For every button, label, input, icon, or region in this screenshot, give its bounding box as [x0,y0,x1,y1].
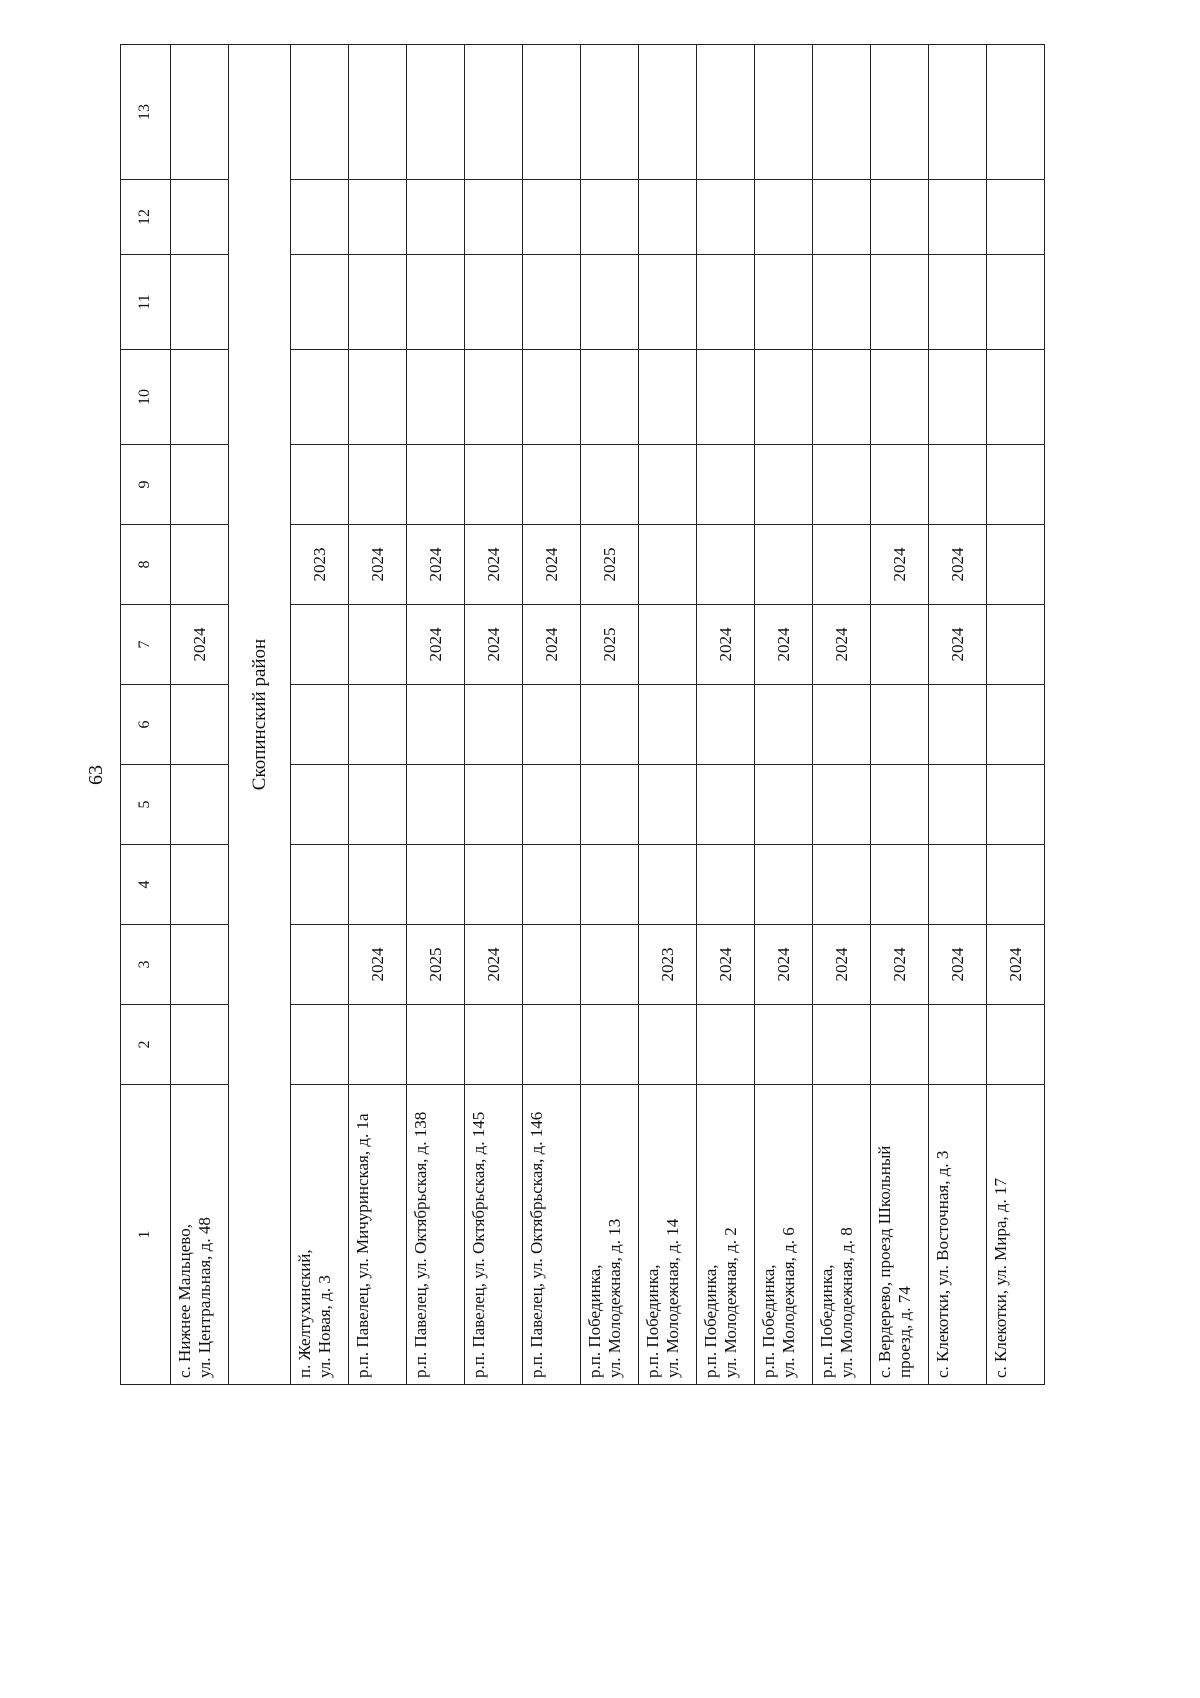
year-cell-col-2 [639,1005,697,1085]
year-cell-col-7 [291,605,349,685]
year-cell-col-12 [407,180,465,255]
year-cell-col-3: 2025 [407,925,465,1005]
year-cell-col-8: 2024 [929,525,987,605]
year-cell-col-7: 2024 [523,605,581,685]
year-cell-col-9 [929,445,987,525]
year-cell-col-12 [929,180,987,255]
year-cell-col-9 [755,445,813,525]
year-cell-col-3: 2024 [813,925,871,1005]
address-cell: с. Вердерево, проезд Школьный проезд, д. 74 [871,1085,929,1385]
year-cell-col-5 [813,765,871,845]
year-cell-col-9 [171,445,229,525]
year-cell-col-13 [349,45,407,180]
year-cell-col-5 [407,765,465,845]
year-cell-col-2 [755,1005,813,1085]
year-cell-col-8: 2024 [407,525,465,605]
address-cell: р.п. Побединка, ул. Молодежная, д. 13 [581,1085,639,1385]
year-cell-col-6 [581,685,639,765]
year-cell-col-10 [871,350,929,445]
table-container [120,45,1025,1385]
year-cell-col-3 [291,925,349,1005]
year-cell-col-7 [987,605,1045,685]
year-cell-col-10 [987,350,1045,445]
table-row [523,45,581,1385]
address-cell: р.п. Павелец, ул. Мичуринская, д. 1а [349,1085,407,1385]
table-row [639,45,697,1385]
year-cell-col-11 [581,255,639,350]
table-row [407,45,465,1385]
year-cell-col-10 [813,350,871,445]
year-cell-col-7: 2024 [929,605,987,685]
year-cell-col-7: 2024 [465,605,523,685]
column-header-13: 13 [121,45,171,180]
year-cell-col-9 [465,445,523,525]
table-row [465,45,523,1385]
year-cell-col-2 [291,1005,349,1085]
year-cell-col-2 [465,1005,523,1085]
column-header-7: 7 [121,605,171,685]
year-cell-col-12 [523,180,581,255]
table-row [291,45,349,1385]
year-cell-col-6 [929,685,987,765]
year-cell-col-4 [465,845,523,925]
year-cell-col-9 [349,445,407,525]
year-cell-col-3: 2024 [465,925,523,1005]
year-cell-col-11 [523,255,581,350]
year-cell-col-9 [697,445,755,525]
year-cell-col-13 [407,45,465,180]
year-cell-col-11 [171,255,229,350]
year-cell-col-6 [813,685,871,765]
year-cell-col-8: 2024 [871,525,929,605]
address-cell: с. Нижнее Мальцево, ул. Центральная, д. 48 [171,1085,229,1385]
year-cell-col-11 [465,255,523,350]
year-cell-col-6 [171,685,229,765]
table-row [987,45,1045,1385]
year-cell-col-12 [697,180,755,255]
year-cell-col-13 [523,45,581,180]
address-cell: р.п. Побединка, ул. Молодежная, д. 14 [639,1085,697,1385]
year-cell-col-8 [639,525,697,605]
year-cell-col-2 [407,1005,465,1085]
table-row [755,45,813,1385]
year-cell-col-2 [987,1005,1045,1085]
year-cell-col-12 [581,180,639,255]
year-cell-col-12 [871,180,929,255]
year-cell-col-7: 2024 [407,605,465,685]
year-cell-col-5 [349,765,407,845]
year-cell-col-5 [639,765,697,845]
year-cell-col-9 [581,445,639,525]
year-cell-col-4 [291,845,349,925]
year-cell-col-3: 2024 [755,925,813,1005]
year-cell-col-9 [523,445,581,525]
year-cell-col-3 [581,925,639,1005]
year-cell-col-6 [639,685,697,765]
year-cell-col-5 [581,765,639,845]
year-cell-col-13 [987,45,1045,180]
year-cell-col-11 [755,255,813,350]
year-cell-col-4 [639,845,697,925]
year-cell-col-2 [523,1005,581,1085]
year-cell-col-10 [581,350,639,445]
year-cell-col-10 [291,350,349,445]
year-cell-col-10 [349,350,407,445]
table-row [171,45,229,1385]
year-cell-col-13 [465,45,523,180]
year-cell-col-7 [349,605,407,685]
table-row [349,45,407,1385]
year-cell-col-9 [639,445,697,525]
year-cell-col-3: 2024 [987,925,1045,1005]
year-cell-col-8: 2024 [465,525,523,605]
year-cell-col-7: 2024 [697,605,755,685]
year-cell-col-12 [755,180,813,255]
year-cell-col-10 [523,350,581,445]
year-cell-col-10 [929,350,987,445]
year-cell-col-5 [987,765,1045,845]
year-cell-col-4 [813,845,871,925]
year-cell-col-9 [813,445,871,525]
table-row [697,45,755,1385]
district-row [229,45,291,1385]
year-cell-col-2 [929,1005,987,1085]
table-row [581,45,639,1385]
year-cell-col-7: 2024 [813,605,871,685]
year-cell-col-9 [291,445,349,525]
year-cell-col-4 [697,845,755,925]
year-cell-col-11 [929,255,987,350]
year-cell-col-9 [407,445,465,525]
year-cell-col-2 [813,1005,871,1085]
year-cell-col-7 [639,605,697,685]
year-cell-col-2 [171,1005,229,1085]
year-cell-col-4 [523,845,581,925]
year-cell-col-6 [755,685,813,765]
table-row [871,45,929,1385]
year-cell-col-13 [581,45,639,180]
year-cell-col-8: 2025 [581,525,639,605]
year-cell-col-10 [171,350,229,445]
address-cell: р.п. Павелец, ул. Октябрьская, д. 145 [465,1085,523,1385]
year-cell-col-5 [465,765,523,845]
year-cell-col-13 [291,45,349,180]
year-cell-col-7: 2025 [581,605,639,685]
column-number-header [121,45,171,1385]
district-name: Скопинский район [229,45,291,1385]
page-number: 63 [85,765,107,785]
column-header-12: 12 [121,180,171,255]
address-cell: п. Желтухинский, ул. Новая, д. 3 [291,1085,349,1385]
address-cell: р.п. Павелец, ул. Октябрьская, д. 138 [407,1085,465,1385]
year-cell-col-3 [171,925,229,1005]
year-cell-col-6 [407,685,465,765]
column-header-3: 3 [121,925,171,1005]
year-cell-col-10 [639,350,697,445]
year-cell-col-5 [871,765,929,845]
year-cell-col-7: 2024 [755,605,813,685]
year-cell-col-9 [871,445,929,525]
year-cell-col-12 [987,180,1045,255]
year-cell-col-9 [987,445,1045,525]
year-cell-col-5 [171,765,229,845]
year-cell-col-7: 2024 [171,605,229,685]
year-cell-col-6 [987,685,1045,765]
address-cell: р.п. Побединка, ул. Молодежная, д. 6 [755,1085,813,1385]
year-cell-col-6 [349,685,407,765]
address-cell: с. Клекотки, ул. Восточная, д. 3 [929,1085,987,1385]
year-cell-col-11 [813,255,871,350]
year-cell-col-12 [465,180,523,255]
column-header-5: 5 [121,765,171,845]
year-cell-col-6 [697,685,755,765]
year-cell-col-13 [697,45,755,180]
year-cell-col-10 [465,350,523,445]
year-cell-col-11 [349,255,407,350]
year-cell-col-4 [171,845,229,925]
year-cell-col-4 [581,845,639,925]
year-cell-col-4 [871,845,929,925]
year-cell-col-11 [291,255,349,350]
year-cell-col-13 [871,45,929,180]
address-cell: р.п. Побединка, ул. Молодежная, д. 8 [813,1085,871,1385]
year-cell-col-12 [639,180,697,255]
year-cell-col-8 [755,525,813,605]
year-cell-col-4 [349,845,407,925]
year-cell-col-8 [171,525,229,605]
column-header-2: 2 [121,1005,171,1085]
table-row [813,45,871,1385]
year-cell-col-13 [929,45,987,180]
year-cell-col-3 [523,925,581,1005]
year-cell-col-2 [581,1005,639,1085]
year-cell-col-5 [291,765,349,845]
year-cell-col-3: 2024 [349,925,407,1005]
year-cell-col-4 [987,845,1045,925]
year-cell-col-13 [639,45,697,180]
year-cell-col-10 [407,350,465,445]
year-cell-col-11 [987,255,1045,350]
column-header-11: 11 [121,255,171,350]
year-cell-col-11 [639,255,697,350]
year-cell-col-2 [697,1005,755,1085]
year-cell-col-8 [813,525,871,605]
year-cell-col-3: 2024 [929,925,987,1005]
year-cell-col-6 [871,685,929,765]
year-cell-col-6 [465,685,523,765]
year-cell-col-8 [697,525,755,605]
housing-schedule-table [120,44,1045,1385]
year-cell-col-3: 2023 [639,925,697,1005]
year-cell-col-6 [291,685,349,765]
year-cell-col-13 [813,45,871,180]
year-cell-col-11 [407,255,465,350]
column-header-4: 4 [121,845,171,925]
year-cell-col-13 [171,45,229,180]
year-cell-col-11 [871,255,929,350]
address-cell: с. Клекотки, ул. Мира, д. 17 [987,1085,1045,1385]
year-cell-col-4 [929,845,987,925]
year-cell-col-10 [697,350,755,445]
column-header-6: 6 [121,685,171,765]
year-cell-col-12 [813,180,871,255]
year-cell-col-3: 2024 [871,925,929,1005]
address-cell: р.п. Павелец, ул. Октябрьская, д. 146 [523,1085,581,1385]
year-cell-col-4 [407,845,465,925]
year-cell-col-2 [871,1005,929,1085]
year-cell-col-5 [523,765,581,845]
year-cell-col-3: 2024 [697,925,755,1005]
year-cell-col-7 [871,605,929,685]
table-row [929,45,987,1385]
year-cell-col-12 [171,180,229,255]
year-cell-col-2 [349,1005,407,1085]
year-cell-col-8: 2024 [349,525,407,605]
column-header-9: 9 [121,445,171,525]
year-cell-col-13 [755,45,813,180]
year-cell-col-10 [755,350,813,445]
year-cell-col-5 [755,765,813,845]
column-header-10: 10 [121,350,171,445]
year-cell-col-12 [291,180,349,255]
year-cell-col-8 [987,525,1045,605]
year-cell-col-4 [755,845,813,925]
year-cell-col-5 [929,765,987,845]
address-cell: р.п. Побединка, ул. Молодежная, д. 2 [697,1085,755,1385]
year-cell-col-6 [523,685,581,765]
year-cell-col-11 [697,255,755,350]
column-header-1: 1 [121,1085,171,1385]
year-cell-col-12 [349,180,407,255]
year-cell-col-8: 2024 [523,525,581,605]
column-header-8: 8 [121,525,171,605]
year-cell-col-8: 2023 [291,525,349,605]
year-cell-col-5 [697,765,755,845]
